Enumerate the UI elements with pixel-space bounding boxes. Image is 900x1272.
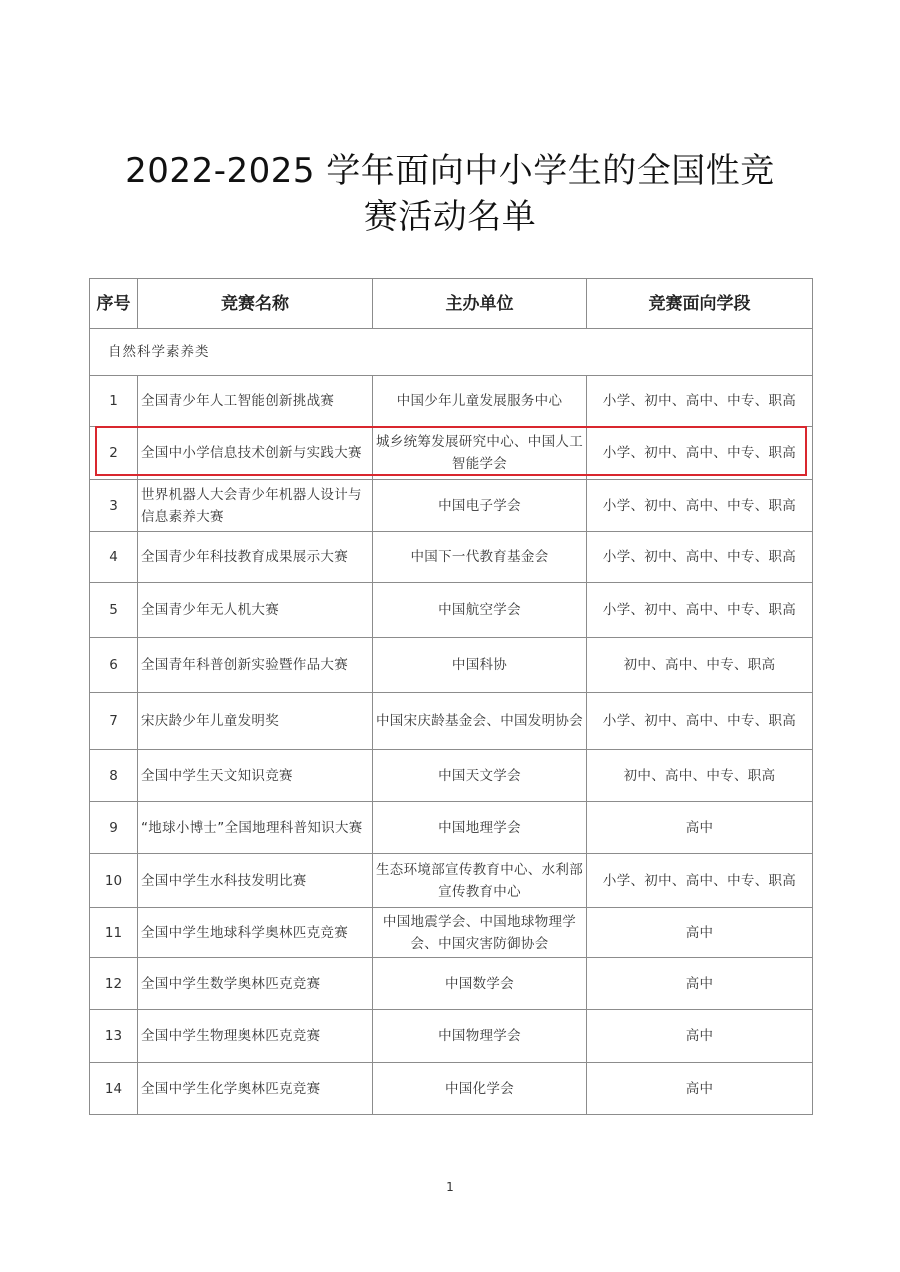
table-row [90, 750, 813, 802]
cell-organizer: 中国天文学会 [373, 750, 587, 802]
cell-no: 9 [90, 802, 138, 854]
cell-no: 8 [90, 750, 138, 802]
cell-no: 3 [90, 480, 138, 532]
cell-level: 小学、初中、高中、中专、职高 [587, 693, 813, 750]
header-name: 竞赛名称 [138, 279, 373, 329]
cell-level: 高中 [587, 908, 813, 958]
table-row [90, 427, 813, 480]
cell-organizer: 生态环境部宣传教育中心、水利部宣传教育中心 [373, 854, 587, 908]
cell-name: 全国中学生天文知识竞赛 [138, 750, 373, 802]
cell-name: 全国中学生地球科学奥林匹克竞赛 [138, 908, 373, 958]
table-row [90, 802, 813, 854]
cell-no: 14 [90, 1063, 138, 1115]
table-row [90, 854, 813, 908]
cell-level: 高中 [587, 1063, 813, 1115]
cell-level: 初中、高中、中专、职高 [587, 750, 813, 802]
category-row [90, 329, 813, 376]
cell-no: 5 [90, 583, 138, 638]
cell-organizer: 中国宋庆龄基金会、中国发明协会 [373, 693, 587, 750]
cell-name: 全国中学生化学奥林匹克竞赛 [138, 1063, 373, 1115]
cell-level: 高中 [587, 958, 813, 1010]
cell-level: 小学、初中、高中、中专、职高 [587, 532, 813, 583]
table-row [90, 1010, 813, 1063]
cell-organizer: 中国地理学会 [373, 802, 587, 854]
cell-no: 2 [90, 427, 138, 480]
cell-level: 高中 [587, 802, 813, 854]
table-row [90, 480, 813, 532]
competition-table [89, 278, 813, 1115]
title-line-1: 2022-2025 学年面向中小学生的全国性竞 [125, 151, 775, 191]
cell-organizer: 中国电子学会 [373, 480, 587, 532]
cell-no: 10 [90, 854, 138, 908]
cell-level: 初中、高中、中专、职高 [587, 638, 813, 693]
cell-organizer: 中国科协 [373, 638, 587, 693]
cell-name: 全国中学生水科技发明比赛 [138, 854, 373, 908]
cell-organizer: 中国数学会 [373, 958, 587, 1010]
cell-no: 7 [90, 693, 138, 750]
cell-no: 13 [90, 1010, 138, 1063]
table-row [90, 376, 813, 427]
header-no: 序号 [90, 279, 138, 329]
cell-level: 小学、初中、高中、中专、职高 [587, 583, 813, 638]
cell-name: “地球小博士”全国地理科普知识大赛 [138, 802, 373, 854]
cell-organizer: 中国地震学会、中国地球物理学会、中国灾害防御协会 [373, 908, 587, 958]
cell-no: 6 [90, 638, 138, 693]
cell-name: 全国中学生数学奥林匹克竞赛 [138, 958, 373, 1010]
cell-level: 小学、初中、高中、中专、职高 [587, 376, 813, 427]
table-row [90, 532, 813, 583]
page-title [0, 148, 900, 240]
cell-level: 小学、初中、高中、中专、职高 [587, 480, 813, 532]
cell-name: 全国青年科普创新实验暨作品大赛 [138, 638, 373, 693]
table-row [90, 638, 813, 693]
category-label: 自然科学素养类 [90, 329, 813, 376]
cell-level: 高中 [587, 1010, 813, 1063]
cell-name: 全国青少年科技教育成果展示大赛 [138, 532, 373, 583]
cell-name: 全国青少年人工智能创新挑战赛 [138, 376, 373, 427]
cell-organizer: 城乡统筹发展研究中心、中国人工智能学会 [373, 427, 587, 480]
cell-name: 全国中学生物理奥林匹克竞赛 [138, 1010, 373, 1063]
title-line-2: 赛活动名单 [363, 197, 537, 237]
cell-level: 小学、初中、高中、中专、职高 [587, 427, 813, 480]
table-row [90, 958, 813, 1010]
cell-organizer: 中国物理学会 [373, 1010, 587, 1063]
table-header-row [90, 279, 813, 329]
cell-organizer: 中国化学会 [373, 1063, 587, 1115]
cell-no: 11 [90, 908, 138, 958]
cell-no: 1 [90, 376, 138, 427]
header-organizer: 主办单位 [373, 279, 587, 329]
cell-no: 12 [90, 958, 138, 1010]
page-number: 1 [446, 1180, 454, 1194]
cell-level: 小学、初中、高中、中专、职高 [587, 854, 813, 908]
cell-organizer: 中国下一代教育基金会 [373, 532, 587, 583]
table-row [90, 908, 813, 958]
header-level: 竞赛面向学段 [587, 279, 813, 329]
cell-name: 宋庆龄少年儿童发明奖 [138, 693, 373, 750]
cell-name: 世界机器人大会青少年机器人设计与信息素养大赛 [138, 480, 373, 532]
table-row [90, 583, 813, 638]
cell-name: 全国中小学信息技术创新与实践大赛 [138, 427, 373, 480]
cell-name: 全国青少年无人机大赛 [138, 583, 373, 638]
table-row [90, 1063, 813, 1115]
cell-organizer: 中国航空学会 [373, 583, 587, 638]
cell-organizer: 中国少年儿童发展服务中心 [373, 376, 587, 427]
table-row [90, 693, 813, 750]
cell-no: 4 [90, 532, 138, 583]
